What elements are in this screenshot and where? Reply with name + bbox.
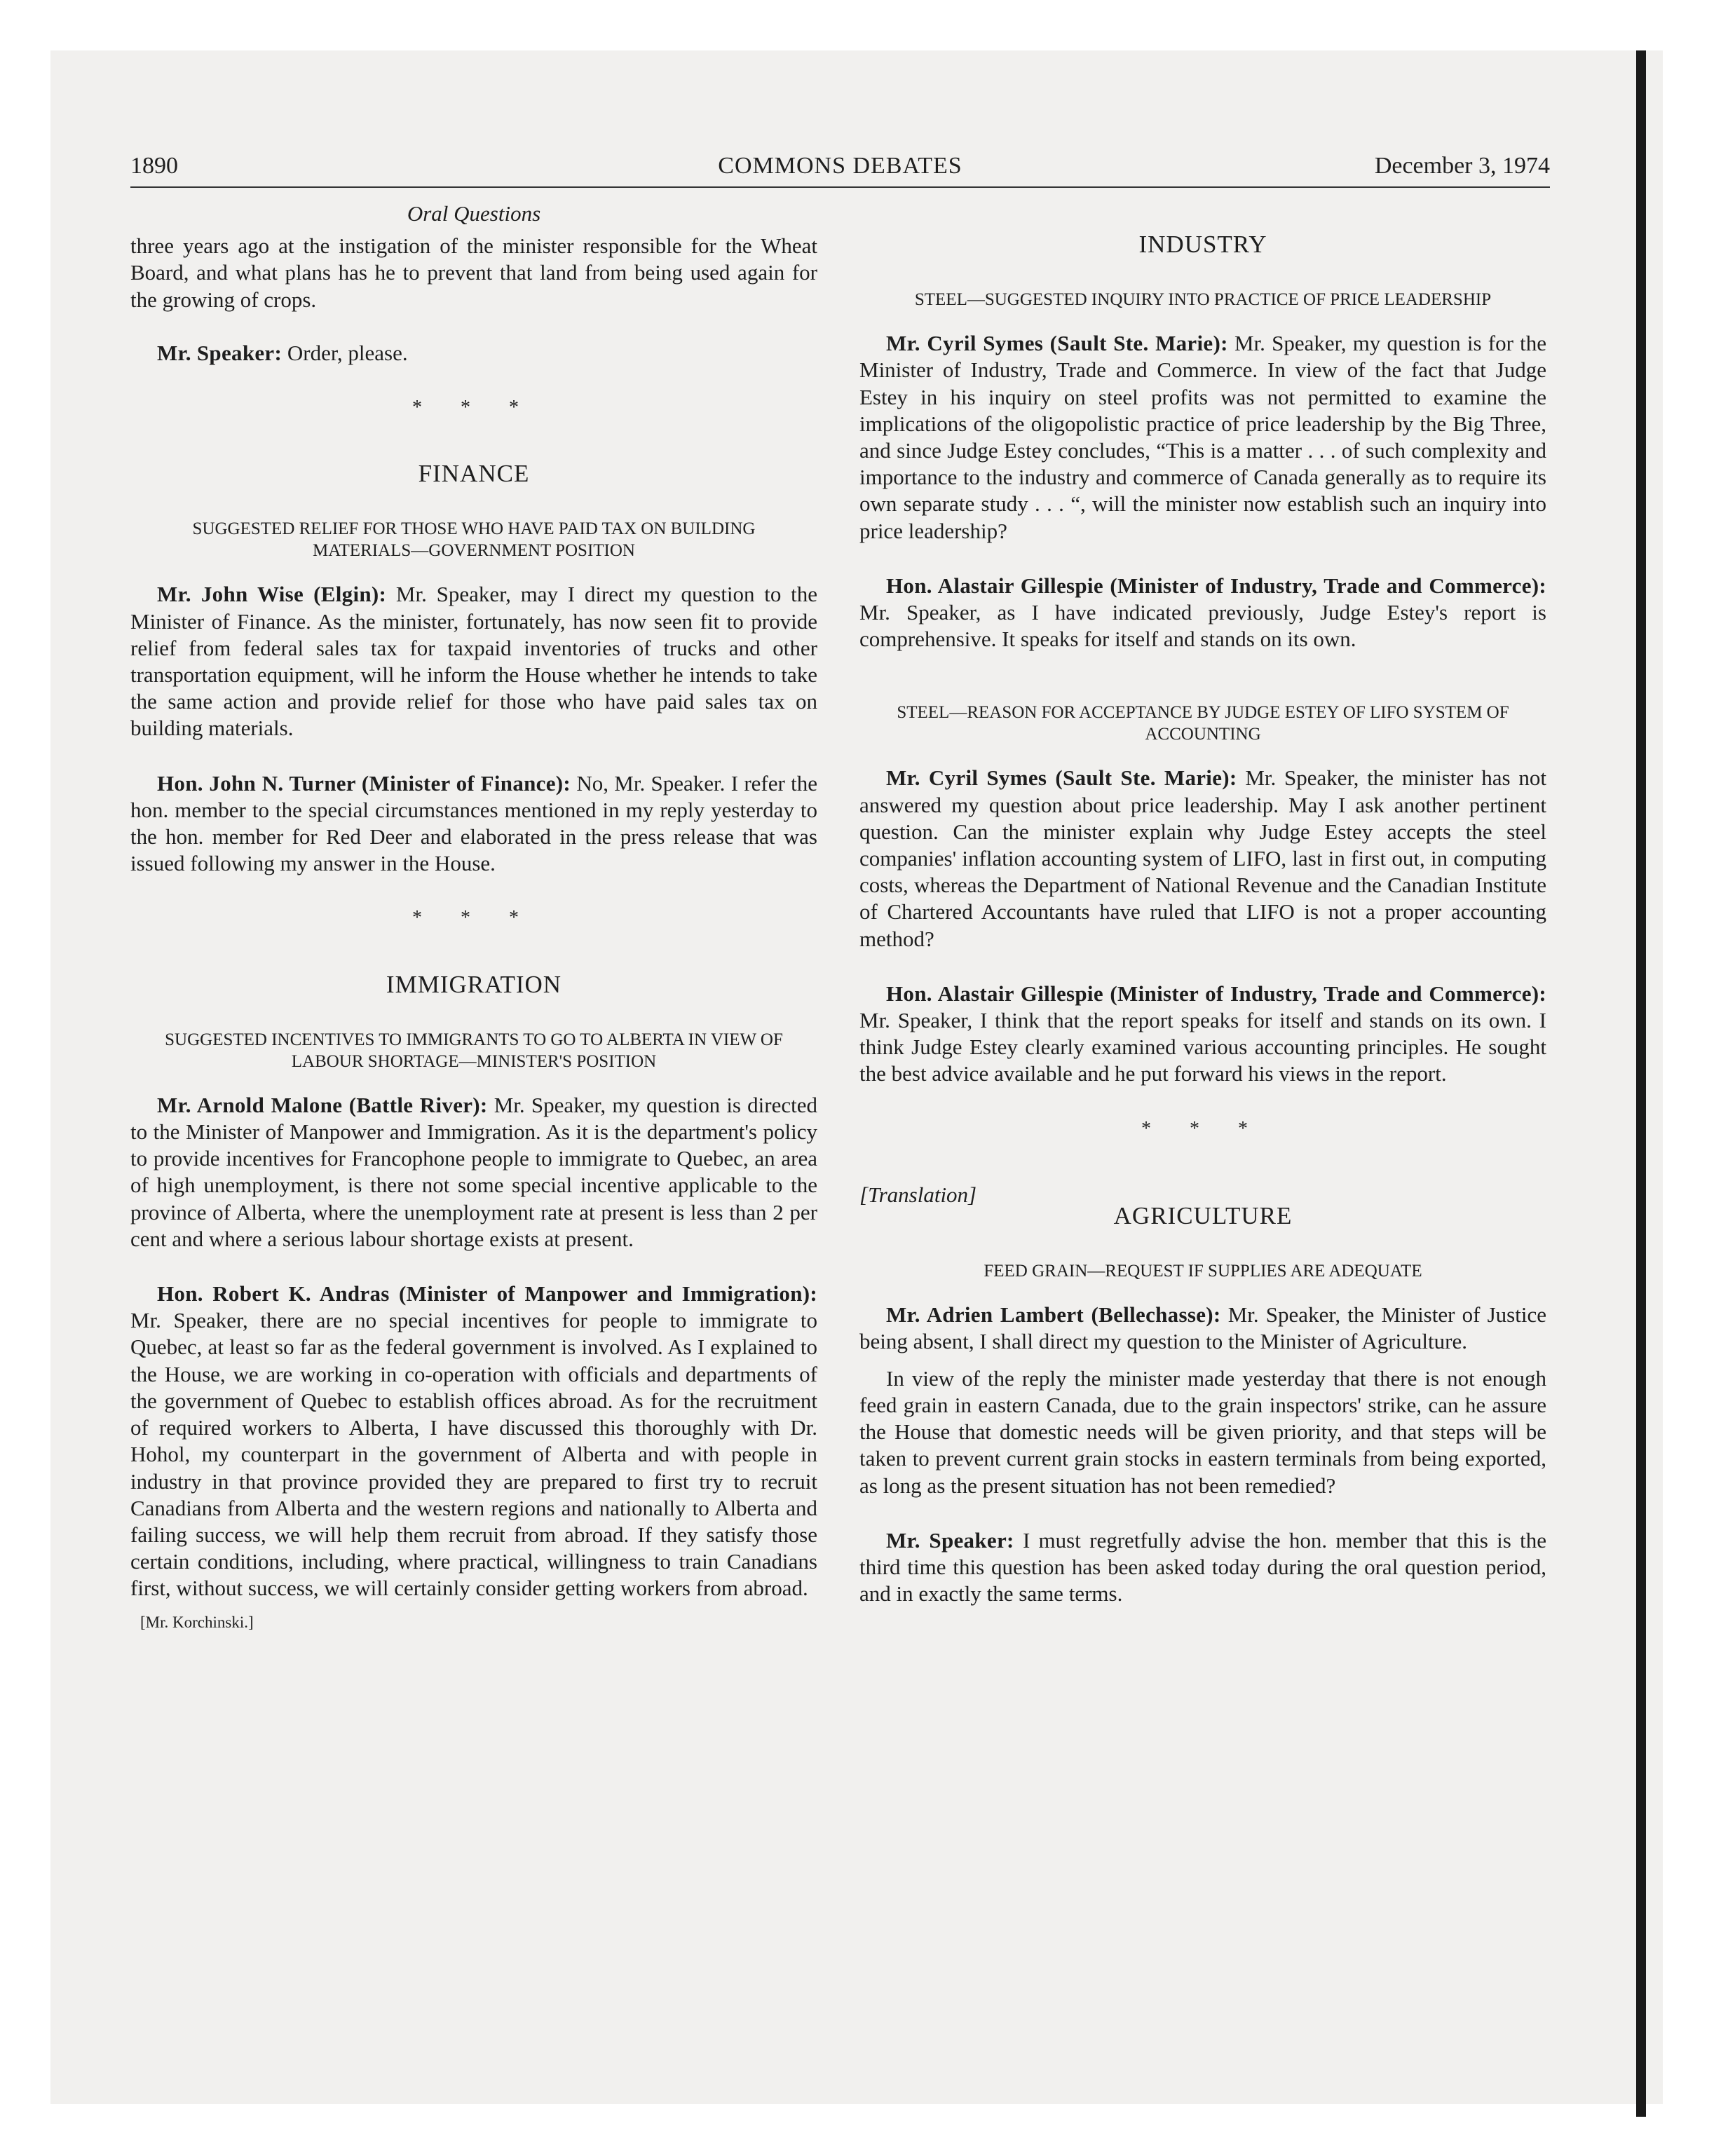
subheading-lifo: STEEL—REASON FOR ACCEPTANCE BY JUDGE ESTEY OF LIFO SYSTEM OF ACCOUNTING	[897, 703, 1509, 744]
industry-answer-1	[859, 573, 1546, 653]
speaker-name: Mr. Cyril Symes (Sault Ste. Marie):	[886, 765, 1237, 791]
industry-question-1	[859, 330, 1546, 545]
speaker-name: Hon. John N. Turner (Minister of Finance):	[157, 770, 571, 796]
subheading-immigration: SUGGESTED INCENTIVES TO IMMIGRANTS TO GO TO ALBERTA IN VIEW OF LABOUR SHORTAGE—MINISTER'S POSITION	[165, 1030, 783, 1071]
section-separator: * * *	[412, 907, 536, 929]
speaker-name: Mr. Arnold Malone (Battle River):	[157, 1092, 488, 1117]
translation-note: [Translation]	[859, 1182, 977, 1207]
section-separator: * * *	[412, 397, 536, 419]
speaker-order-paragraph	[130, 340, 817, 367]
industry-question-2	[859, 765, 1546, 952]
speech-text: Mr. Speaker, there are no special incentives for people to immigrate to Quebec, at least so far as the federal government is involved. As I explained to the House, we are working in co-operation with officials and departments of the government of Quebec to establish offices abroad. As for the recruitment of required workers to Alberta, I have discussed this thoroughly with Dr. Hohol, my counterpart in the government of Alberta and with people in industry in that province provided they are prepared to first try to recruit Canadians from Alberta and the western regions and nationally to Alberta and failing success, we will help them recruit from abroad. If they satisfy those certain conditions, including, where practical, willingness to train Canadians first, without success, we will certainly consider getting workers from abroad.	[130, 1308, 817, 1601]
speaker-name: Mr. Speaker:	[886, 1527, 1014, 1553]
left-column	[130, 200, 817, 1636]
section-title-finance: FINANCE	[418, 460, 530, 488]
page-date: December 3, 1974	[1374, 153, 1550, 179]
speaker-name: Hon. Alastair Gillespie (Minister of Industry, Trade and Commerce):	[886, 573, 1546, 598]
speech-text: I must regretfully advise the hon. member that this is the third time this question has been asked today during the oral question period, and in exactly the same terms.	[859, 1527, 1546, 1606]
right-column	[859, 231, 1546, 1635]
industry-answer-2	[859, 981, 1546, 1088]
speech-text: Mr. Speaker, my question is for the Minister of Industry, Trade and Commerce. In view of the fact that Judge Estey in his inquiry on steel profits was not permitted to examine the implications of the oligopolistic practice of price leadership by the Big Three, and since Judge Estey concludes, “This is a matter . . . of such complexity and importance to the industry and commerce of Canada generally as to require its own separate study . . . “, will the minister now establish such an inquiry into price leadership?	[859, 331, 1546, 543]
agriculture-question	[859, 1302, 1546, 1355]
scan-edge-shadow	[1636, 50, 1646, 2117]
speaker-name: Mr. John Wise (Elgin):	[157, 582, 387, 607]
section-separator: * * *	[1141, 1117, 1265, 1140]
publication-title: COMMONS DEBATES	[718, 153, 962, 179]
speech-text: Mr. Speaker, the minister has not answered my question about price leadership. May I ask another pertinent question. Can the minister explain why Judge Estey accepts the steel companies' inflation accounting system of LIFO, last in first out, in computing costs, whereas the Department of National Revenue and the Canadian Institute of Chartered Accountants have ruled that LIFO is not a proper accounting method?	[859, 765, 1546, 951]
speech-text: Mr. Speaker, I think that the report speaks for itself and stands on its own. I think Judge Estey clearly examined various accounting principles. He sought the best advice available and he put forward his views in the report.	[859, 1008, 1546, 1086]
subheading-price-leadership: STEEL—SUGGESTED INQUIRY INTO PRACTICE OF PRICE LEADERSHIP	[914, 290, 1492, 310]
speaker-name: Mr. Adrien Lambert (Bellechasse):	[886, 1302, 1221, 1328]
finance-answer	[130, 770, 817, 878]
speaker-footnote: [Mr. Korchinski.]	[140, 1613, 254, 1631]
speaker-name: Hon. Robert K. Andras (Minister of Manpower and Immigration):	[157, 1281, 817, 1306]
page-number: 1890	[130, 153, 178, 179]
section-title-industry: INDUSTRY	[1138, 231, 1267, 258]
speech-text: Mr. Speaker, as I have indicated previously, Judge Estey's report is comprehensive. It speaks for itself and stands on its own.	[859, 600, 1546, 652]
finance-question	[130, 581, 817, 742]
page-header	[130, 150, 1550, 188]
continued-paragraph: three years ago at the instigation of the minister responsible for the Wheat Board, and what plans has he to prevent that land from being used again for the growing of crops.	[130, 233, 817, 312]
agriculture-question-continued: In view of the reply the minister made yesterday that there is not enough feed grain in eastern Canada, due to the grain inspectors' strike, can he assure the House that domestic needs will be given priority, and that steps will be taken to prevent current grain stocks in eastern terminals from being exported, as long as the present situation has not been remedied?	[859, 1365, 1546, 1498]
speaker-name: Mr. Cyril Symes (Sault Ste. Marie):	[886, 331, 1228, 356]
speech-text: Mr. Speaker, my question is directed to the Minister of Manpower and Immigration. As it is the department's policy to provide incentives for Francophone people to immigrate to Quebec, an area of high unemployment, is there not some special incentive applicable to the province of Alberta, where the unemployment rate at present is less than 2 per cent and where a serious labour shortage exists at present.	[130, 1092, 817, 1251]
speech-text: Mr. Speaker, may I direct my question to the Minister of Finance. As the minister, fortunately, has now seen fit to provide relief from federal sales tax for taxpaid inventories of trucks and other transportation equipment, will he inform the House whether he intends to take the same action and provide relief for those who have paid sales tax on building materials.	[130, 582, 818, 741]
speaker-ruling	[859, 1527, 1546, 1608]
subheading-finance: SUGGESTED RELIEF FOR THOSE WHO HAVE PAID TAX ON BUILDING MATERIALS—GOVERNMENT POSITION	[192, 519, 756, 561]
speech-text: Mr. Speaker, the Minister of Justice being absent, I shall direct my question to the Minister of Agriculture.	[859, 1302, 1546, 1354]
section-title-immigration: IMMIGRATION	[386, 970, 562, 998]
section-title-agriculture: AGRICULTURE	[1113, 1202, 1293, 1230]
speaker-name: Mr. Speaker:	[157, 340, 283, 365]
subheading-feed-grain: FEED GRAIN—REQUEST IF SUPPLIES ARE ADEQUATE	[984, 1262, 1422, 1281]
immigration-question	[130, 1092, 817, 1253]
immigration-answer	[130, 1281, 817, 1602]
running-head: Oral Questions	[407, 201, 541, 226]
speech-text: Order, please.	[287, 340, 408, 365]
speech-text: No, Mr. Speaker. I refer the hon. member to the special circumstances mentioned in my reply yesterday to the hon. member for Red Deer and elaborated in the press release that was issued following my answer in the House.	[130, 770, 817, 876]
speaker-name: Hon. Alastair Gillespie (Minister of Industry, Trade and Commerce):	[886, 981, 1546, 1006]
